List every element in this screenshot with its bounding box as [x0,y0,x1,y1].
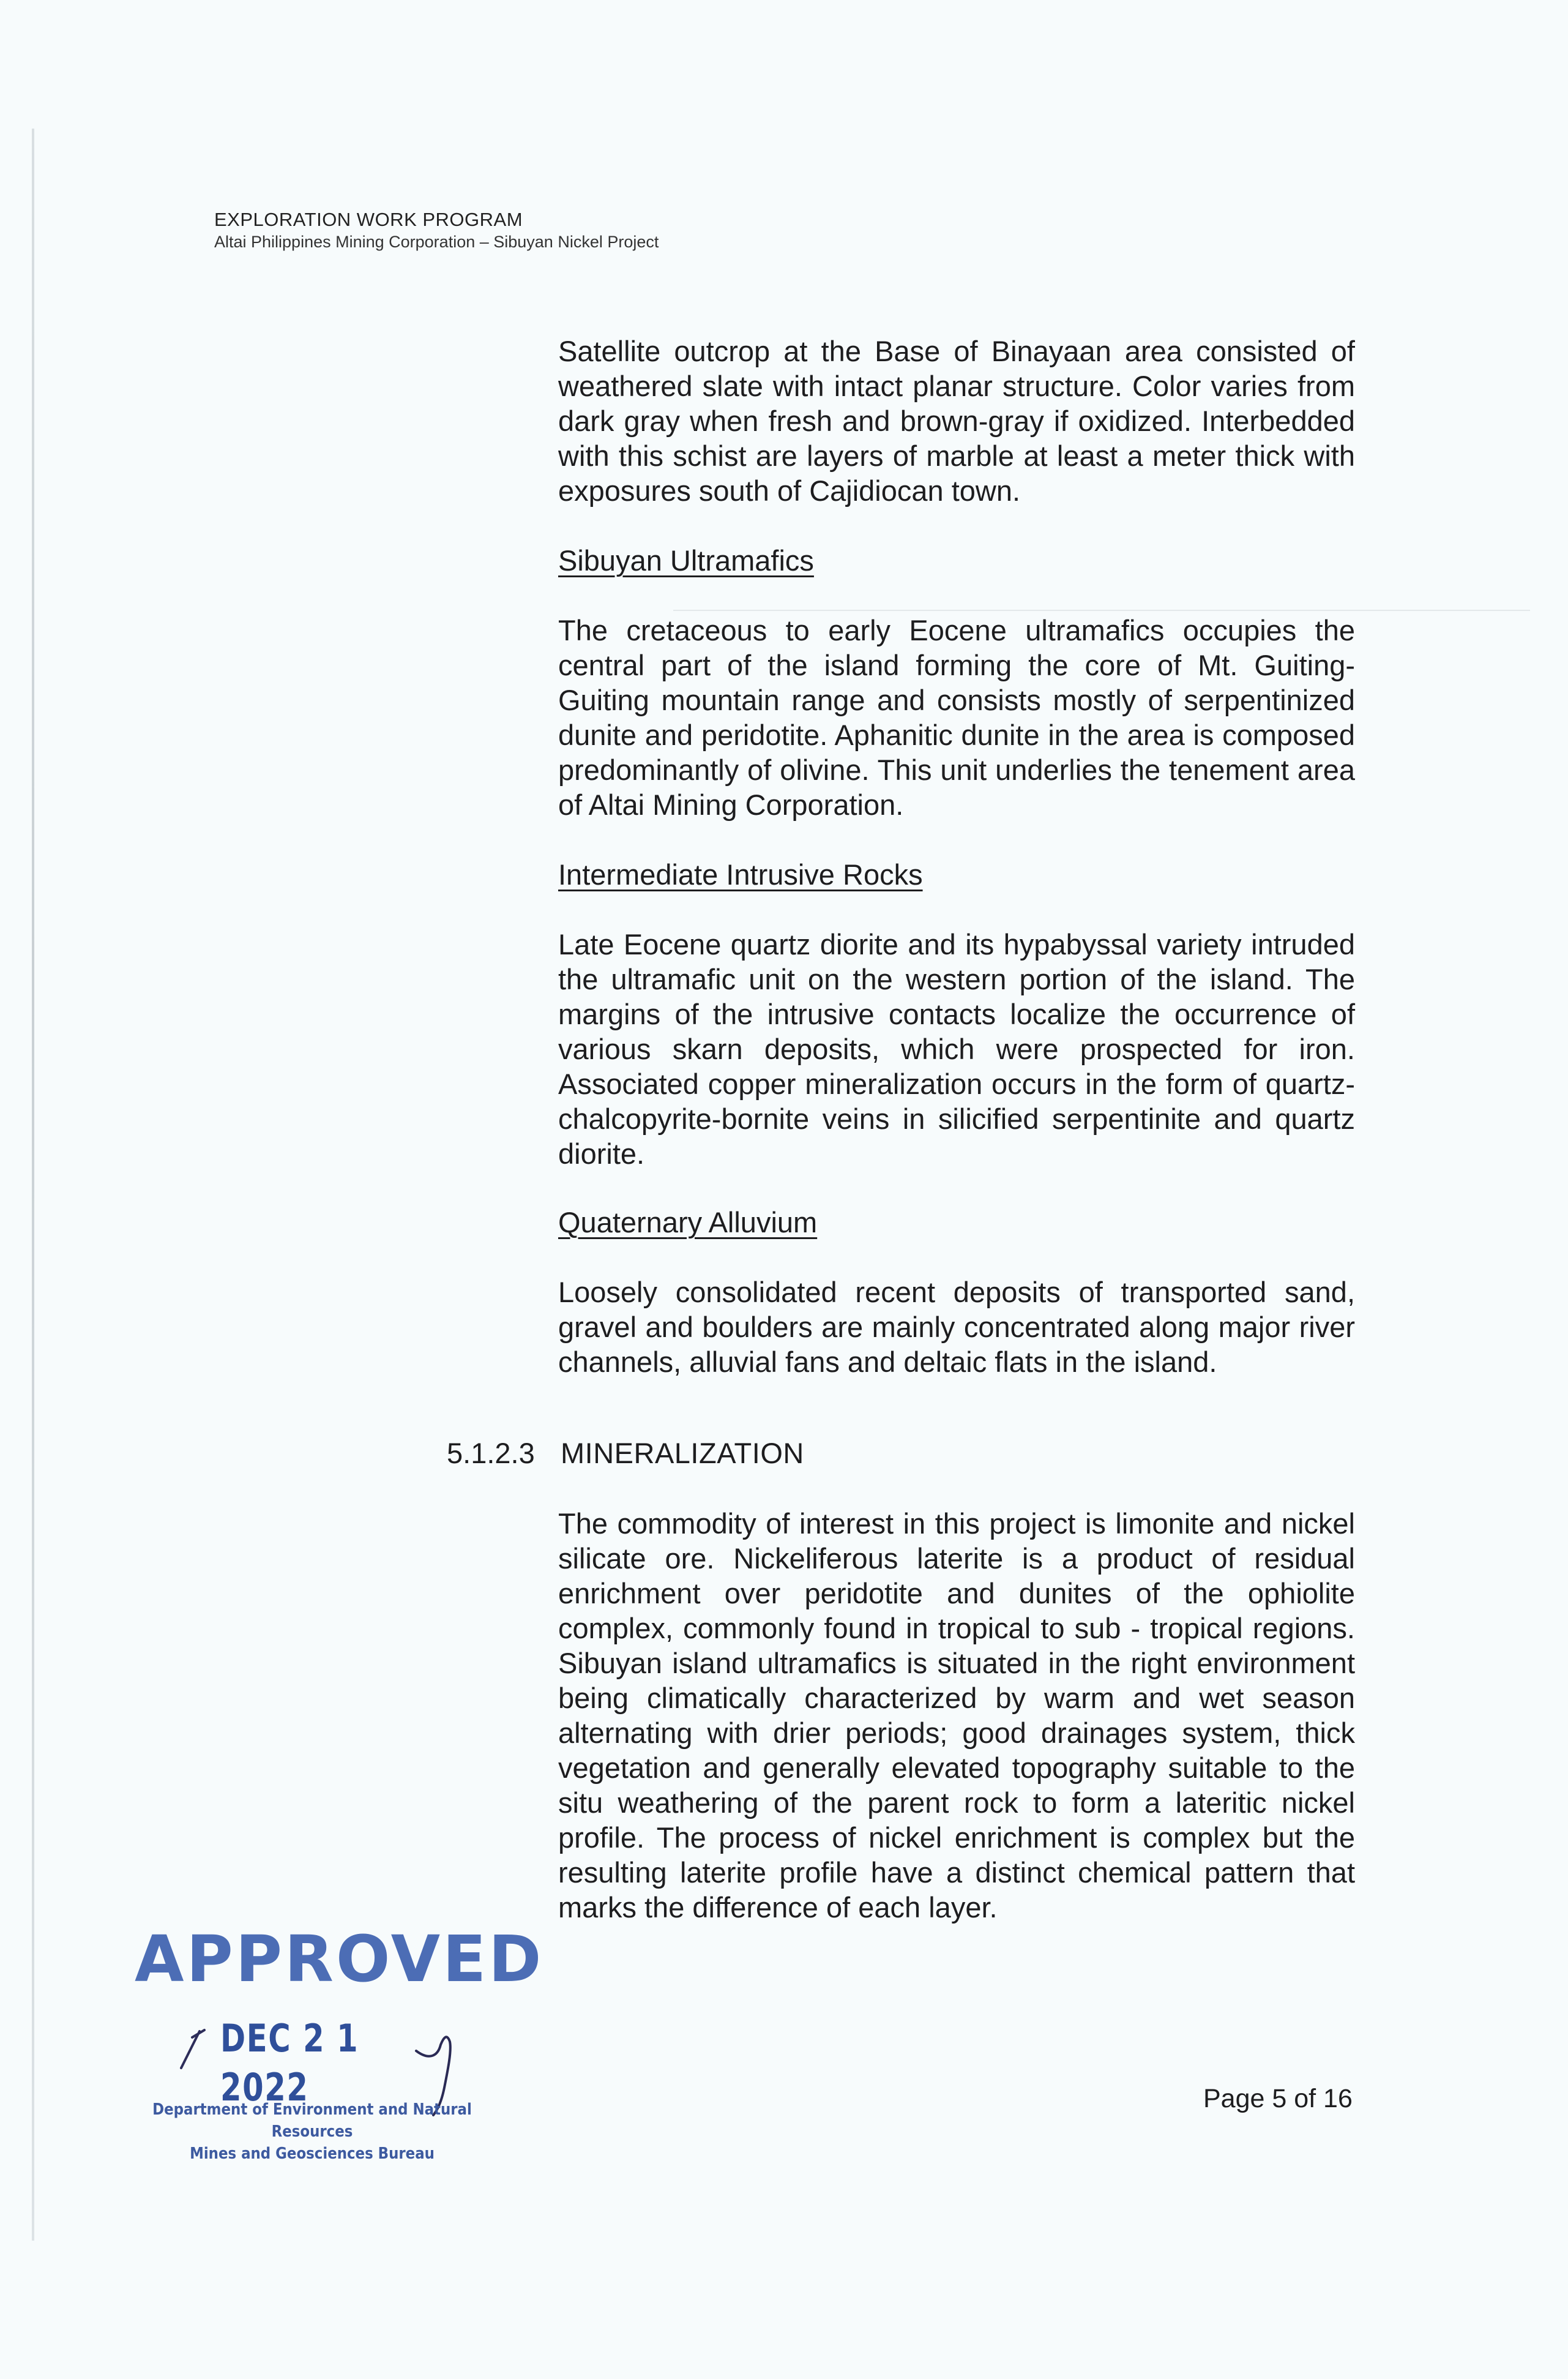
stamp-initial-mark [175,2025,212,2074]
stamp-org-line1: Department of Environment and Natural Resources [152,2100,472,2141]
paragraph-ultramafics: The cretaceous to early Eocene ultramafics occupies the central part of the island forming the core of Mt. Guiting-Guiting mountain range and consists mostly of serpentinized dunite and peridotite. Aphanitic dunite in the area is composed predominantly of olivine. This unit underlies the tenement area of Altai Mining Corporation. [558,614,1355,821]
paragraph-mineralization: The commodity of interest in this project is limonite and nickel silicate ore. Nickeliferous laterite is a product of residual enrichment over peridotite and dunites of the ophiolite complex, commonly found in tropical to sub - tropical regions. Sibuyan island ultramafics is situated in the right environment being climatically characterized by warm and wet season alternating with drier periods; good drainages system, thick vegetation and generally elevated topography suitable to the situ weathering of the parent rock to form a lateritic nickel profile. The process of nickel enrichment is complex but the resulting laterite profile have a distinct chemical pattern that marks the difference of each layer. [558,1507,1355,1924]
paragraph-satellite-outcrop: Satellite outcrop at the Base of Binayaan area consisted of weathered slate with intact planar structure. Color varies from dark gray when fresh and brown-gray if oxidized. Interbedded with this schist are layers of marble at least a meter thick with exposures south of Cajidiocan town. [558,335,1355,507]
section-title: MINERALIZATION [561,1437,804,1469]
paragraph-intrusive-rocks: Late Eocene quartz diorite and its hypabyssal variety intruded the ultramafic unit on the western portion of the island. The margins of the intrusive contacts localize the occurrence of various skarn deposits, which were prospected for iron. Associated copper mineralization occurs in the form of quartz-chalcopyrite-bornite veins in silicified serpentinite and quartz diorite. [558,928,1355,1170]
stamp-date: DEC 2 1 2022 [220,2016,359,2110]
stamp-approved-text: APPROVED [135,1922,544,1996]
section-number: 5.1.2.3 [447,1437,535,1469]
subheading-sibuyan-ultramafics: Sibuyan Ultramafics [558,544,814,577]
paragraph-quaternary-alluvium: Loosely consolidated recent deposits of transported sand, gravel and boulders are mainly concentrated along major river channels, alluvial fans and deltaic flats in the island. [558,1276,1355,1378]
stamp-organization [151,2099,474,2165]
header-subtitle: Altai Philippines Mining Corporation – Sibuyan Nickel Project [214,233,659,251]
stamp-org-line2: Mines and Geosciences Bureau [190,2145,435,2163]
scan-artifact-line [673,610,1530,611]
subheading-intermediate-intrusive-rocks: Intermediate Intrusive Rocks [558,858,923,891]
subheading-quaternary-alluvium: Quaternary Alluvium [558,1206,818,1238]
page-header [214,208,659,252]
header-title: EXPLORATION WORK PROGRAM [214,209,523,230]
approval-stamp [122,1922,544,2167]
page-number: Page 5 of 16 [1203,2084,1353,2113]
scan-binding-edge [32,129,34,2241]
